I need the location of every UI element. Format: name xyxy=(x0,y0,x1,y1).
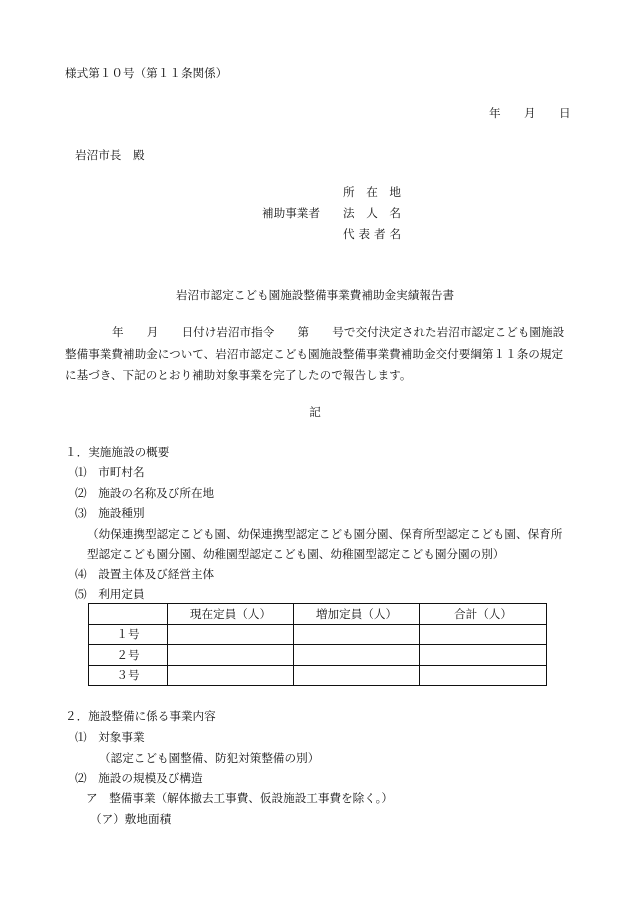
ki-marker: 記 xyxy=(309,405,321,419)
section-2-item-scale-structure: ⑵ 施設の規模及び構造 xyxy=(75,771,203,785)
table-cell xyxy=(420,645,547,666)
corporation-name-label: 法 人 名 xyxy=(343,206,401,220)
section-2-item-target-project: ⑴ 対象事業 xyxy=(75,730,145,744)
address-label: 所 在 地 xyxy=(343,185,401,199)
table-cell xyxy=(420,665,547,686)
table-row xyxy=(89,645,547,666)
applicant-role-label: 補助事業者 xyxy=(262,206,320,220)
section-1-item-facility-name: ⑵ 施設の名称及び所在地 xyxy=(75,486,215,500)
representative-label: 代表者名 xyxy=(343,227,405,241)
table-cell xyxy=(294,624,420,645)
body-line: 年 月 日付け岩沼市指令 第 号で交付決定された岩沼市認定こども園施設 xyxy=(112,325,565,339)
row-label: １号 xyxy=(89,624,168,645)
document-title: 岩沼市認定こども園施設整備事業費補助金実績報告書 xyxy=(175,288,455,302)
column-header-added-capacity: 増加定員（人） xyxy=(294,604,420,625)
section-1-heading: １．実施施設の概要 xyxy=(65,445,170,459)
table-cell xyxy=(168,665,294,686)
capacity-table xyxy=(88,603,547,686)
section-2-heading: ２．施設整備に係る事業内容 xyxy=(65,709,216,723)
table-header-row xyxy=(89,604,547,625)
row-label: ３号 xyxy=(89,665,168,686)
table-row xyxy=(89,624,547,645)
section-1-item-capacity: ⑸ 利用定員 xyxy=(75,587,145,601)
table-cell xyxy=(294,665,420,686)
date-month-label: 月 xyxy=(524,106,536,120)
date-day-label: 日 xyxy=(559,106,571,120)
table-corner-cell xyxy=(89,604,168,625)
addressee: 岩沼市長 殿 xyxy=(75,148,145,162)
body-line: 整備事業費補助金について、岩沼市認定こども園施設整備事業費補助金交付要綱第１１条の規定 xyxy=(65,347,564,361)
section-2-subitem-construction: ア 整備事業（解体撤去工事費、仮設施設工事費を除く。） xyxy=(86,791,394,805)
column-header-current-capacity: 現在定員（人） xyxy=(168,604,294,625)
table-cell xyxy=(168,624,294,645)
body-line: に基づき、下記のとおり補助対象事業を完了したので報告します。 xyxy=(65,368,412,382)
section-2-subsubitem-site-area: （ア）敷地面積 xyxy=(90,812,172,826)
section-1-item-municipality: ⑴ 市町村名 xyxy=(75,465,145,479)
date-year-label: 年 xyxy=(489,106,501,120)
column-header-total: 合計（人） xyxy=(420,604,547,625)
table-cell xyxy=(294,645,420,666)
row-label: ２号 xyxy=(89,645,168,666)
facility-type-note-line: 型認定こども園分園、幼稚園型認定こども園、幼稚園型認定こども園分園の別） xyxy=(87,547,505,561)
table-cell xyxy=(168,645,294,666)
facility-type-note-line: （幼保連携型認定こども園、幼保連携型認定こども園分園、保育所型認定こども園、保育所 xyxy=(87,527,563,541)
section-1-item-facility-type: ⑶ 施設種別 xyxy=(75,506,145,520)
form-number: 様式第１０号（第１１条関係） xyxy=(65,66,228,80)
target-project-note: （認定こども園整備、防犯対策整備の別） xyxy=(99,751,320,765)
table-cell xyxy=(420,624,547,645)
table-row xyxy=(89,665,547,686)
section-1-item-operator: ⑷ 設置主体及び経営主体 xyxy=(75,567,215,581)
